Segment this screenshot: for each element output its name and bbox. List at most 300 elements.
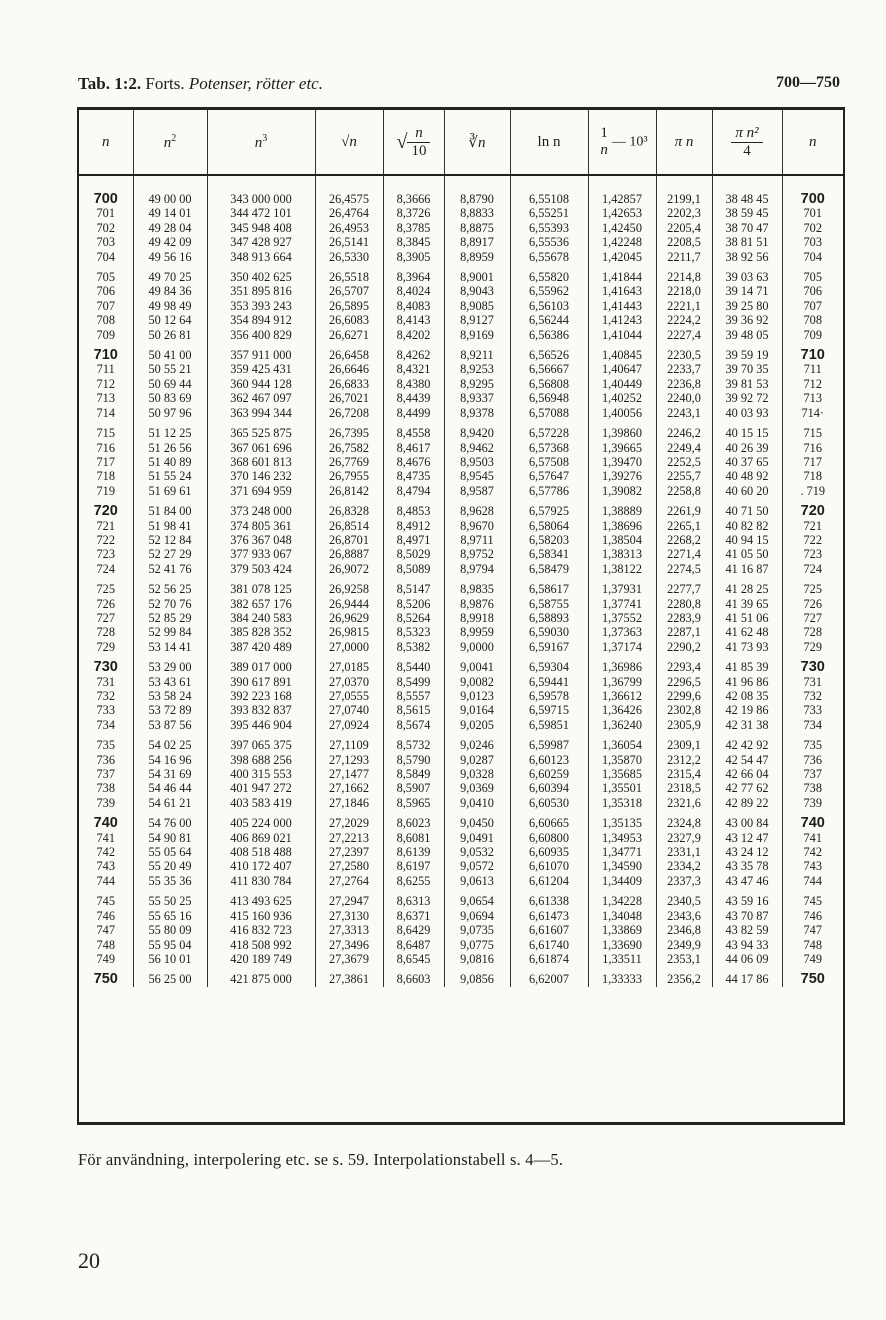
table-cell: 6,59441 <box>510 675 588 689</box>
table-cell: 2305,9 <box>656 718 712 732</box>
table-cell: 6,60123 <box>510 753 588 767</box>
table-cell: 9,0123 <box>444 689 510 703</box>
table-cell: 2214,8 <box>656 264 712 284</box>
table-cell: 26,9444 <box>315 597 383 611</box>
table-cell: 1,38313 <box>588 547 656 561</box>
table-cell: 1,38504 <box>588 533 656 547</box>
table-cell: 1,40845 <box>588 342 656 362</box>
table-cell: 26,6271 <box>315 328 383 342</box>
table-cell: 6,56948 <box>510 391 588 405</box>
table-cell: 8,9752 <box>444 547 510 561</box>
table-cell: 6,61473 <box>510 909 588 923</box>
table-cell: 706 <box>96 284 115 299</box>
col-n2-exp: 2 <box>171 132 177 144</box>
table-cell: 26,6646 <box>315 362 383 376</box>
table-cell: 8,6081 <box>383 831 444 845</box>
table-cell: 1,39276 <box>588 469 656 483</box>
sqrt10-den: 10 <box>411 142 427 159</box>
col-ln-label: ln n <box>537 133 561 150</box>
table-cell: 2321,6 <box>656 796 712 810</box>
table-cell: 8,9127 <box>444 313 510 327</box>
col-pin-label: π n <box>674 133 694 150</box>
table-cell: 1,40056 <box>588 406 656 420</box>
table-cell: 740 <box>782 810 843 830</box>
table-cell: 8,6545 <box>383 952 444 966</box>
table-cell: 8,9794 <box>444 562 510 576</box>
table-row <box>79 909 843 923</box>
table-cell: 420 189 749 <box>207 952 315 966</box>
table-cell: 54 76 00 <box>133 810 207 830</box>
table-cell: 2227,4 <box>656 328 712 342</box>
table-row <box>79 299 843 313</box>
table-cell: 2258,8 <box>656 484 712 498</box>
table-cell: 8,3666 <box>383 175 444 206</box>
table-cell: 6,60259 <box>510 767 588 781</box>
table-cell: 50 97 96 <box>133 406 207 420</box>
table-cell: 1,36612 <box>588 689 656 703</box>
table-cell: 356 400 829 <box>207 328 315 342</box>
table-cell: 701 <box>96 206 115 221</box>
table-cell: 702 <box>782 221 843 235</box>
table-cell: 26,8514 <box>315 519 383 533</box>
col-n3-exp: 3 <box>262 132 268 144</box>
table-cell: 52 70 76 <box>133 597 207 611</box>
table-cell: 6,60800 <box>510 831 588 845</box>
table-cell: 27,0185 <box>315 654 383 674</box>
table-cell: 701 <box>782 206 843 220</box>
table-cell: 26,6833 <box>315 377 383 391</box>
table-cell: 8,9085 <box>444 299 510 313</box>
table-cell: 741 <box>96 830 115 845</box>
table-cell: 8,9169 <box>444 328 510 342</box>
table-cell: 53 72 89 <box>133 703 207 717</box>
table-cell: 1,35135 <box>588 810 656 830</box>
table-cell: 6,59987 <box>510 732 588 752</box>
table-cell: 8,9918 <box>444 611 510 625</box>
table-cell: 41 62 48 <box>712 625 782 639</box>
table-cell: 8,8875 <box>444 221 510 235</box>
table-cell: 39 70 35 <box>712 362 782 376</box>
col-header-n3 <box>207 110 315 175</box>
table-cell: 8,4262 <box>383 342 444 362</box>
table-row <box>79 611 843 625</box>
table-cell: 700 <box>93 191 118 207</box>
table-cell: 27,2397 <box>315 845 383 859</box>
table-cell: 43 00 84 <box>712 810 782 830</box>
table-row <box>79 718 843 732</box>
table-cell: 55 80 09 <box>133 923 207 937</box>
table-row <box>79 328 843 342</box>
table-cell: 27,0740 <box>315 703 383 717</box>
table-cell: 2221,1 <box>656 299 712 313</box>
table-cell: 370 146 232 <box>207 469 315 483</box>
table-cell: 1,39860 <box>588 420 656 440</box>
table-row <box>79 441 843 455</box>
table-cell: 738 <box>96 781 115 796</box>
table-cell: 26,7769 <box>315 455 383 469</box>
table-cell: 8,4380 <box>383 377 444 391</box>
table-cell: 49 56 16 <box>133 250 207 264</box>
table-cell: 8,8790 <box>444 175 510 206</box>
table-cell: 704 <box>96 249 115 264</box>
table-cell: 362 467 097 <box>207 391 315 405</box>
table-cell: 1,39082 <box>588 484 656 498</box>
table-cell: 365 525 875 <box>207 420 315 440</box>
table-cell: 726 <box>96 596 115 611</box>
table-cell: 8,9211 <box>444 342 510 362</box>
table-cell: 748 <box>782 938 843 952</box>
table-cell: 744 <box>96 873 115 888</box>
table-cell: 27,2029 <box>315 810 383 830</box>
table-row <box>79 562 843 576</box>
table-row <box>79 767 843 781</box>
table-cell: 737 <box>782 767 843 781</box>
table-cell: 6,56386 <box>510 328 588 342</box>
table-cell: 50 41 00 <box>133 342 207 362</box>
table-cell: 52 99 84 <box>133 625 207 639</box>
table-cell: 1,41443 <box>588 299 656 313</box>
pin2-num: π n² <box>731 125 762 143</box>
table-cell: 39 59 19 <box>712 342 782 362</box>
table-cell: 9,0287 <box>444 753 510 767</box>
table-cell: 1,35501 <box>588 781 656 795</box>
table-cell: 737 <box>96 767 115 782</box>
table-cell: 6,55393 <box>510 221 588 235</box>
table-cell: 54 16 96 <box>133 753 207 767</box>
table-cell: 1,34228 <box>588 888 656 908</box>
table-cell: 353 393 243 <box>207 299 315 313</box>
table-cell: 1,34590 <box>588 859 656 873</box>
table-cell: 716 <box>782 441 843 455</box>
table-row <box>79 284 843 298</box>
table-cell: 2230,5 <box>656 342 712 362</box>
table-row <box>79 342 843 362</box>
table-cell: 6,58203 <box>510 533 588 547</box>
table-cell: 9,0369 <box>444 781 510 795</box>
table-cell: 51 40 89 <box>133 455 207 469</box>
table-cell: 27,3861 <box>315 966 383 986</box>
table-cell: 708 <box>782 313 843 327</box>
table-cell: 8,5147 <box>383 576 444 596</box>
table-cell: 2299,6 <box>656 689 712 703</box>
table-cell: 371 694 959 <box>207 484 315 498</box>
table-cell: 8,9711 <box>444 533 510 547</box>
table-cell: 43 82 59 <box>712 923 782 937</box>
table-cell: 26,6458 <box>315 342 383 362</box>
table-cell: 715 <box>782 420 843 440</box>
table-cell: 1,33511 <box>588 952 656 966</box>
table-row <box>79 250 843 264</box>
table-cell: 6,58893 <box>510 611 588 625</box>
table-cell: 6,55962 <box>510 284 588 298</box>
table-row <box>79 845 843 859</box>
table-row <box>79 455 843 469</box>
table-cell: 1,35685 <box>588 767 656 781</box>
table-cell: 39 36 92 <box>712 313 782 327</box>
table-cell: 2287,1 <box>656 625 712 639</box>
table-cell: 415 160 936 <box>207 909 315 923</box>
table-cell: 6,55678 <box>510 250 588 264</box>
table-cell: 711 <box>782 362 843 376</box>
table-cell: 357 911 000 <box>207 342 315 362</box>
table-cell: 50 55 21 <box>133 362 207 376</box>
table-cell: 725 <box>96 582 115 597</box>
table-cell: 2240,0 <box>656 391 712 405</box>
table-cell: 739 <box>96 795 115 810</box>
table-cell: 6,55820 <box>510 264 588 284</box>
table-cell: 1,37931 <box>588 576 656 596</box>
table-cell: 8,6255 <box>383 874 444 888</box>
range-label: 700—750 <box>776 74 840 91</box>
recip-den: n <box>600 142 608 158</box>
table-cell: 1,42045 <box>588 250 656 264</box>
table-cell: 410 172 407 <box>207 859 315 873</box>
table-cell: 40 15 15 <box>712 420 782 440</box>
table-cell: 1,36240 <box>588 718 656 732</box>
table-cell: 6,61204 <box>510 874 588 888</box>
table-cell: 27,0000 <box>315 640 383 654</box>
table-cell: 27,0370 <box>315 675 383 689</box>
table-cell: 8,4735 <box>383 469 444 483</box>
table-cell: 713 <box>96 391 115 406</box>
table-cell: 727 <box>782 611 843 625</box>
table-cell: 6,61607 <box>510 923 588 937</box>
table-cell: 8,6197 <box>383 859 444 873</box>
table-cell: 9,0410 <box>444 796 510 810</box>
table-cell: 373 248 000 <box>207 498 315 518</box>
table-cell: 8,5499 <box>383 675 444 689</box>
table-cell: 2337,3 <box>656 874 712 888</box>
table-cell: 1,36799 <box>588 675 656 689</box>
table-cell: 8,5849 <box>383 767 444 781</box>
table-cell: 9,0450 <box>444 810 510 830</box>
table-cell: 6,55251 <box>510 206 588 220</box>
table-cell: 8,5615 <box>383 703 444 717</box>
table-cell: 8,9876 <box>444 597 510 611</box>
table-cell: 26,5518 <box>315 264 383 284</box>
table-cell: 41 85 39 <box>712 654 782 674</box>
table-cell: 8,6371 <box>383 909 444 923</box>
table-cell: 416 832 723 <box>207 923 315 937</box>
table-cell: 745 <box>782 888 843 908</box>
table-cell: 6,59304 <box>510 654 588 674</box>
table-cell: 1,35318 <box>588 796 656 810</box>
table-cell: 27,1109 <box>315 732 383 752</box>
table-cell: 9,0816 <box>444 952 510 966</box>
table-cell: 350 402 625 <box>207 264 315 284</box>
table-cell: 1,38696 <box>588 519 656 533</box>
col-header-sqrt <box>315 110 383 175</box>
table-cell: 749 <box>782 952 843 966</box>
table-cell: 41 51 06 <box>712 611 782 625</box>
table-cell: 9,0532 <box>444 845 510 859</box>
table-cell: 2261,9 <box>656 498 712 518</box>
table-cell: 347 428 927 <box>207 235 315 249</box>
table-cell: 2349,9 <box>656 938 712 952</box>
table-cell: 44 17 86 <box>712 966 782 986</box>
table-cell: 8,5790 <box>383 753 444 767</box>
table-cell: 385 828 352 <box>207 625 315 639</box>
table-cell: 8,9420 <box>444 420 510 440</box>
table-cell: 9,0328 <box>444 767 510 781</box>
table-cell: 348 913 664 <box>207 250 315 264</box>
table-cell: 49 28 04 <box>133 221 207 235</box>
table-cell: 50 12 64 <box>133 313 207 327</box>
table-row <box>79 547 843 561</box>
table-cell: 743 <box>782 859 843 873</box>
table-cell: 382 657 176 <box>207 597 315 611</box>
col-header-cbrt <box>444 110 510 175</box>
table-cell: 1,33690 <box>588 938 656 952</box>
table-cell: 2265,1 <box>656 519 712 533</box>
col-header-n <box>79 110 133 175</box>
table-cell: 39 81 53 <box>712 377 782 391</box>
table-cell: 6,59030 <box>510 625 588 639</box>
table-cell: 51 84 00 <box>133 498 207 518</box>
table-cell: 743 <box>96 859 115 874</box>
table-cell: 345 948 408 <box>207 221 315 235</box>
table-cell: 8,9337 <box>444 391 510 405</box>
table-cell: 730 <box>93 659 118 676</box>
table-cell: 26,4953 <box>315 221 383 235</box>
table-cell: 8,9587 <box>444 484 510 498</box>
table-row <box>79 938 843 952</box>
table-cell: 38 92 56 <box>712 250 782 264</box>
table-cell: 1,35870 <box>588 753 656 767</box>
table-cell: 8,4853 <box>383 498 444 518</box>
table-cell: 2208,5 <box>656 235 712 249</box>
table-cell: 26,9258 <box>315 576 383 596</box>
table-row <box>79 420 843 440</box>
table-cell: 49 98 49 <box>133 299 207 313</box>
table-cell: 26,8887 <box>315 547 383 561</box>
table-cell: 38 48 45 <box>712 175 782 206</box>
table-title <box>78 74 323 94</box>
table-row <box>79 859 843 873</box>
table-cell: 377 933 067 <box>207 547 315 561</box>
table-cell: 26,7021 <box>315 391 383 405</box>
table-cell: 8,9001 <box>444 264 510 284</box>
table-cell: 26,7395 <box>315 420 383 440</box>
table-cell: 734 <box>96 717 115 732</box>
table-cell: 27,0924 <box>315 718 383 732</box>
table-cell: 6,57368 <box>510 441 588 455</box>
table-cell: 53 87 56 <box>133 718 207 732</box>
table-cell: 712 <box>782 377 843 391</box>
table-cell: 26,5141 <box>315 235 383 249</box>
table-row <box>79 796 843 810</box>
table-cell: 55 05 64 <box>133 845 207 859</box>
table-row <box>79 888 843 908</box>
table-row <box>79 206 843 220</box>
table-cell: 1,34771 <box>588 845 656 859</box>
table-cell: 390 617 891 <box>207 675 315 689</box>
table-cell: 1,40449 <box>588 377 656 391</box>
table-cell: 700 <box>782 175 843 206</box>
table-cell: 707 <box>782 299 843 313</box>
table-row <box>79 952 843 966</box>
table-row <box>79 391 843 405</box>
table-cell: 8,4617 <box>383 441 444 455</box>
table-cell: 8,5557 <box>383 689 444 703</box>
table-cell: 2340,5 <box>656 888 712 908</box>
table-cell: 724 <box>96 561 115 576</box>
table-cell: 6,58064 <box>510 519 588 533</box>
table-cell: 719 <box>96 483 115 498</box>
table-cell: 712 <box>96 376 115 391</box>
table-cell: 749 <box>96 951 115 966</box>
table-cell: 397 065 375 <box>207 732 315 752</box>
table-cell: 729 <box>782 640 843 654</box>
table-cell: 2296,5 <box>656 675 712 689</box>
table-cell: 43 94 33 <box>712 938 782 952</box>
table-cell: 2353,1 <box>656 952 712 966</box>
table-cell: 747 <box>96 923 115 938</box>
table-cell: 1,37363 <box>588 625 656 639</box>
table-cell: 27,1846 <box>315 796 383 810</box>
table-cell: 40 82 82 <box>712 519 782 533</box>
table-cell: 1,40647 <box>588 362 656 376</box>
table-cell: 2315,4 <box>656 767 712 781</box>
table-row <box>79 175 843 206</box>
table-cell: 722 <box>96 532 115 547</box>
table-cell: 6,57647 <box>510 469 588 483</box>
table-cell: 2211,7 <box>656 250 712 264</box>
table-cell: 750 <box>782 966 843 986</box>
table-cell: 8,6313 <box>383 888 444 908</box>
table-cell: 732 <box>96 689 115 703</box>
table-cell: 2277,7 <box>656 576 712 596</box>
col-header-n-right <box>782 110 843 175</box>
sqrt10-num: n <box>407 125 430 143</box>
table-cell: 26,5330 <box>315 250 383 264</box>
table-cell: 42 89 22 <box>712 796 782 810</box>
table-cell: 8,4439 <box>383 391 444 405</box>
pin2-den: 4 <box>743 142 751 159</box>
table-cell: 1,34048 <box>588 909 656 923</box>
table-body <box>79 175 843 987</box>
col-n2-base: n <box>163 134 172 151</box>
table-cell: 747 <box>782 923 843 937</box>
table-cell: 6,59715 <box>510 703 588 717</box>
table-cell: 411 830 784 <box>207 874 315 888</box>
table-cell: 54 61 21 <box>133 796 207 810</box>
table-cell: 727 <box>96 610 115 625</box>
title-text: Potenser, rötter etc. <box>188 74 323 93</box>
table-cell: 2312,2 <box>656 753 712 767</box>
table-cell: 368 601 813 <box>207 455 315 469</box>
table-cell: 54 02 25 <box>133 732 207 752</box>
table-cell: 2302,8 <box>656 703 712 717</box>
table-cell: 389 017 000 <box>207 654 315 674</box>
table-cell: 733 <box>782 703 843 717</box>
table-cell: 40 48 92 <box>712 469 782 483</box>
table-cell: 702 <box>96 220 115 235</box>
table-cell: 2249,4 <box>656 441 712 455</box>
table-cell: 26,9815 <box>315 625 383 639</box>
table-cell: 40 37 65 <box>712 455 782 469</box>
table-cell: 8,5089 <box>383 562 444 576</box>
table-cell: 2199,1 <box>656 175 712 206</box>
table-cell: 9,0775 <box>444 938 510 952</box>
table-header <box>79 110 843 175</box>
table-cell: 2283,9 <box>656 611 712 625</box>
table-cell: 8,3964 <box>383 264 444 284</box>
table-cell: 6,57925 <box>510 498 588 518</box>
table-cell: 55 50 25 <box>133 888 207 908</box>
table-cell: 2280,8 <box>656 597 712 611</box>
table-cell: 26,9629 <box>315 611 383 625</box>
